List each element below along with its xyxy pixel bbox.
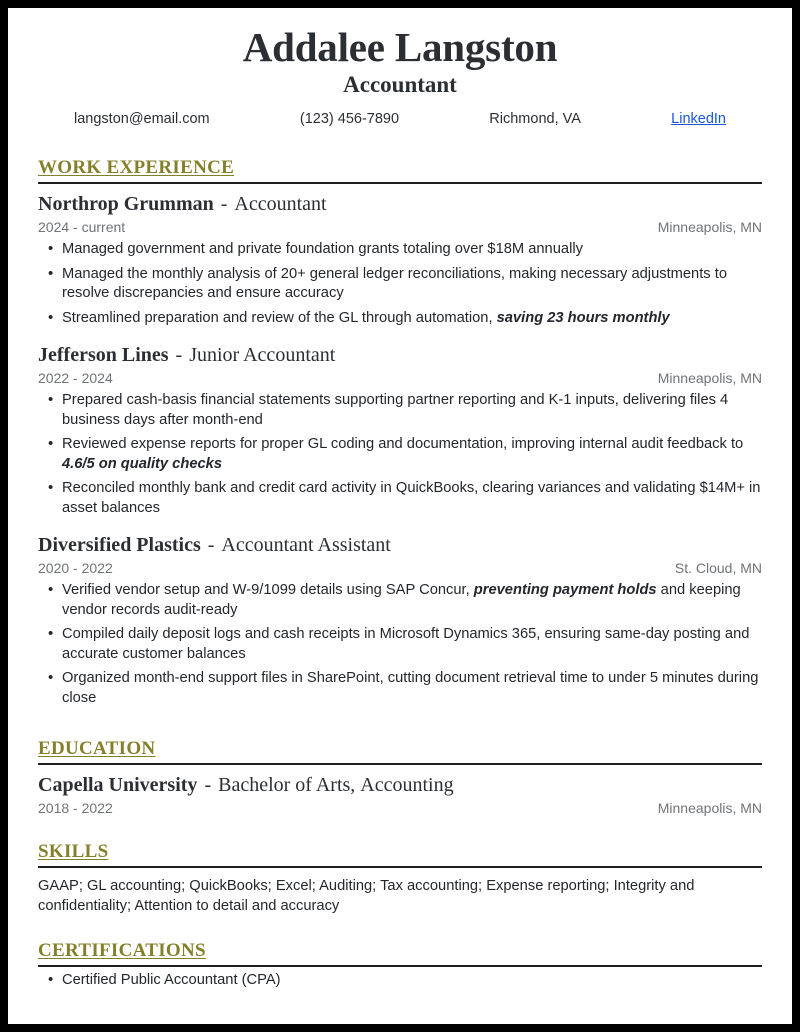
resume-entry xyxy=(38,343,762,518)
entry-role: Junior Accountant xyxy=(189,344,336,366)
entry-role: Accountant xyxy=(234,193,327,215)
bullet-text: Streamlined preparation and review of the GL through automation, xyxy=(62,309,497,326)
entry-meta xyxy=(38,369,762,387)
entry-location: St. Cloud, MN xyxy=(674,560,762,576)
contact-email: langston@email.com xyxy=(74,111,210,127)
entry-meta xyxy=(38,559,762,577)
entry-role: Bachelor of Arts, xyxy=(218,774,356,796)
entry-dates: 2020 - 2022 xyxy=(38,560,113,576)
bullet-text: Managed government and private foundation grants totaling over $18M annually xyxy=(62,241,583,257)
bullet-text: Organized month-end support files in SharePoint, cutting document retrieval time to under 5 minutes during close xyxy=(62,670,759,706)
entry-role: Accountant Assistant xyxy=(221,534,391,556)
entry-separator: - xyxy=(202,534,220,556)
section-title-certifications: CERTIFICATIONS xyxy=(38,940,206,961)
entry-dates: 2024 - current xyxy=(38,219,126,235)
bullet-item xyxy=(38,581,762,620)
bullet-emphasis-text: 4.6/5 on quality checks xyxy=(62,455,222,472)
education-entry-list xyxy=(38,773,762,817)
bullet-list xyxy=(38,240,762,328)
contact-location: Richmond, VA xyxy=(489,111,581,127)
entry-heading xyxy=(38,773,762,798)
work-entry-list xyxy=(38,192,762,708)
candidate-job-title: Accountant xyxy=(343,72,457,97)
entry-organization: Capella University xyxy=(38,774,198,796)
section-skills xyxy=(38,841,762,916)
certification-list xyxy=(38,971,762,991)
bullet-item xyxy=(38,625,762,664)
contact-phone: (123) 456-7890 xyxy=(299,111,400,127)
entry-separator: - xyxy=(170,344,188,366)
entry-location: Minneapolis, MN xyxy=(657,800,762,816)
entry-separator: - xyxy=(215,193,233,215)
section-title-work-experience: WORK EXPERIENCE xyxy=(38,157,235,178)
entry-dates: 2018 - 2022 xyxy=(38,800,113,816)
bullet-item xyxy=(38,309,762,329)
section-work-experience xyxy=(38,157,762,708)
section-divider xyxy=(38,763,762,765)
section-divider xyxy=(38,965,762,967)
resume-document xyxy=(8,8,792,1024)
entry-location: Minneapolis, MN xyxy=(657,370,762,386)
resume-entry xyxy=(38,773,762,817)
bullet-item xyxy=(38,265,762,304)
entry-heading xyxy=(38,533,762,558)
section-title-skills: SKILLS xyxy=(38,841,109,862)
entry-separator: - xyxy=(199,774,217,796)
entry-location: Minneapolis, MN xyxy=(657,219,762,235)
bullet-list xyxy=(38,391,762,518)
bullet-item xyxy=(38,391,762,430)
bullet-item xyxy=(38,479,762,518)
section-title-education: EDUCATION xyxy=(38,738,156,759)
bullet-list xyxy=(38,581,762,708)
candidate-name: Addalee Langston xyxy=(242,24,558,70)
section-divider xyxy=(38,182,762,184)
bullet-text: Compiled daily deposit logs and cash receipts in Microsoft Dynamics 365, ensuring same-day posting and accurate customer balances xyxy=(62,626,750,662)
bullet-text: Managed the monthly analysis of 20+ general ledger reconciliations, making necessary adjustments to resolve discrepancies and ensure accuracy xyxy=(62,265,727,301)
bullet-emphasis-text: preventing payment holds xyxy=(473,582,657,598)
section-certifications xyxy=(38,940,762,991)
bullet-text: Reviewed expense reports for proper GL coding and documentation, improving internal audit feedback to xyxy=(62,436,744,452)
section-divider xyxy=(38,866,762,868)
contact-linkedin-link[interactable]: LinkedIn xyxy=(671,111,726,127)
resume-header xyxy=(38,8,762,99)
bullet-text: Reconciled monthly bank and credit card activity in QuickBooks, clearing variances and validating $14M+ in asset balances xyxy=(62,480,761,516)
entry-heading xyxy=(38,192,762,217)
entry-organization: Northrop Grumman xyxy=(38,193,214,215)
bullet-item xyxy=(38,669,762,708)
entry-role-detail: Accounting xyxy=(360,774,454,796)
bullet-item xyxy=(38,240,762,260)
resume-entry xyxy=(38,533,762,708)
entry-meta xyxy=(38,799,762,817)
skills-text: GAAP; GL accounting; QuickBooks; Excel; Auditing; Tax accounting; Expense reporting; Integrity and confidentiality; Attention to detail and accuracy xyxy=(38,878,695,914)
bullet-text: and keeping vendor records audit-ready xyxy=(62,582,741,618)
entry-heading xyxy=(38,343,762,368)
entry-organization: Jefferson Lines xyxy=(38,344,169,366)
bullet-text: Verified vendor setup and W-9/1099 details using SAP Concur, xyxy=(62,582,474,598)
bullet-text: Prepared cash-basis financial statements supporting partner reporting and K-1 inputs, delivering files 4 business days after month-end xyxy=(62,392,729,428)
entry-dates: 2022 - 2024 xyxy=(38,370,113,386)
bullet-emphasis-text: saving 23 hours monthly xyxy=(496,309,670,326)
bullet-item xyxy=(38,435,762,474)
contact-row xyxy=(38,99,762,127)
entry-organization: Diversified Plastics xyxy=(38,534,201,556)
entry-meta xyxy=(38,218,762,236)
resume-entry xyxy=(38,192,762,328)
section-education xyxy=(38,738,762,817)
certification-item: • Certified Public Accountant (CPA) xyxy=(38,971,762,991)
